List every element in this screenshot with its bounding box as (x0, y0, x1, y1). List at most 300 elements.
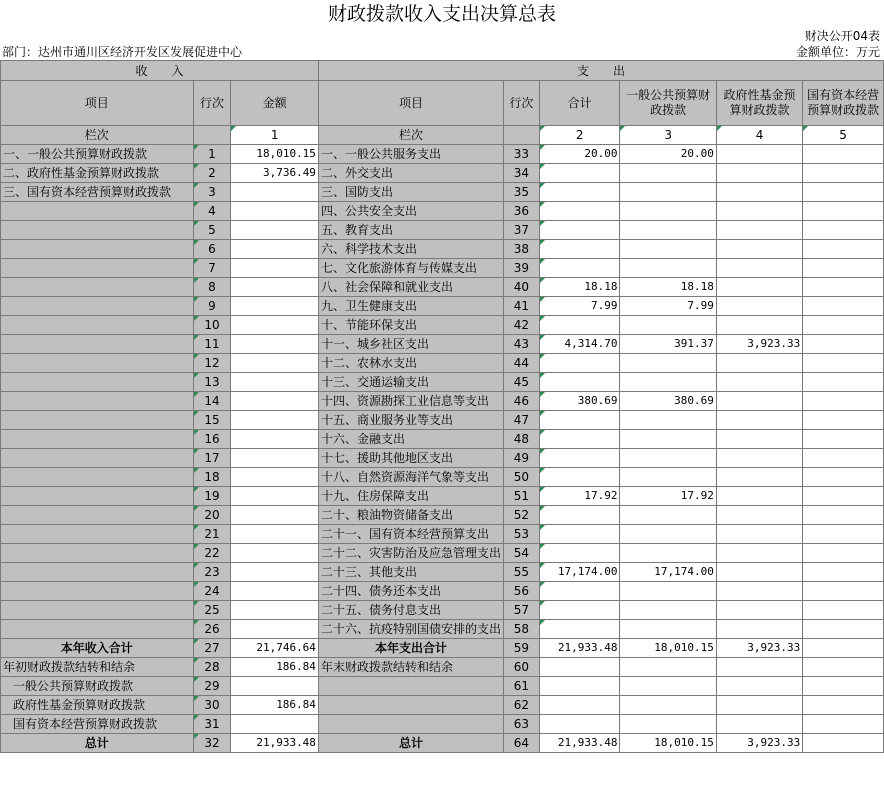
expense-gov-fund (716, 259, 802, 278)
income-item: 二、政府性基金预算财政拨款 (1, 164, 194, 183)
expense-item: 二十二、灾害防治及应急管理支出 (318, 544, 503, 563)
income-item (1, 411, 194, 430)
income-line-no: 18 (193, 468, 231, 487)
expense-gov-fund (716, 563, 802, 582)
subtotal-row (1, 639, 884, 658)
expense-general (620, 373, 716, 392)
table-row (1, 430, 884, 449)
income-line-no: 8 (193, 278, 231, 297)
unit-label: 金额单位：万元 (795, 45, 880, 59)
income-line-no: 25 (193, 601, 231, 620)
income-amount: 3,736.49 (231, 164, 319, 183)
header-general-budget: 一般公共预算财政拨款 (620, 81, 716, 126)
income-line-no: 23 (193, 563, 231, 582)
expense-gov-fund (716, 677, 802, 696)
expense-line-no: 48 (503, 430, 539, 449)
expense-line-no: 33 (503, 145, 539, 164)
income-amount (231, 601, 319, 620)
expense-item: 十八、自然资源海洋气象等支出 (318, 468, 503, 487)
expense-general (620, 259, 716, 278)
expense-general: 7.99 (620, 297, 716, 316)
header-total: 合计 (539, 81, 620, 126)
expense-general: 18.18 (620, 278, 716, 297)
income-amount (231, 582, 319, 601)
carry-row (1, 715, 884, 734)
expense-general (620, 430, 716, 449)
income-item (1, 601, 194, 620)
expense-general (620, 677, 716, 696)
income-amount (231, 392, 319, 411)
table-row (1, 202, 884, 221)
expense-gov-fund (716, 601, 802, 620)
expense-item: 总计 (318, 734, 503, 753)
expense-item: 十一、城乡社区支出 (318, 335, 503, 354)
expense-total (539, 696, 620, 715)
expense-line-no: 45 (503, 373, 539, 392)
expense-state-capital (803, 278, 884, 297)
expense-state-capital (803, 639, 884, 658)
expense-gov-fund (716, 430, 802, 449)
expense-item: 二十三、其他支出 (318, 563, 503, 582)
income-line-no: 29 (193, 677, 231, 696)
income-amount (231, 468, 319, 487)
expense-total (539, 449, 620, 468)
expense-gov-fund (716, 620, 802, 639)
expense-gov-fund (716, 183, 802, 202)
expense-state-capital (803, 468, 884, 487)
expense-line-no: 55 (503, 563, 539, 582)
expense-state-capital (803, 563, 884, 582)
income-item (1, 373, 194, 392)
expense-state-capital (803, 525, 884, 544)
column-index-3: 3 (620, 126, 716, 145)
expense-state-capital (803, 145, 884, 164)
income-item: 政府性基金预算财政拨款 (1, 696, 194, 715)
expense-line-no: 47 (503, 411, 539, 430)
table-row (1, 373, 884, 392)
expense-item: 一、一般公共服务支出 (318, 145, 503, 164)
expense-line-no: 58 (503, 620, 539, 639)
table-row (1, 468, 884, 487)
income-amount (231, 715, 319, 734)
expense-general: 380.69 (620, 392, 716, 411)
income-amount: 186.84 (231, 696, 319, 715)
expense-general (620, 620, 716, 639)
expense-item: 二十五、债务付息支出 (318, 601, 503, 620)
expense-state-capital (803, 259, 884, 278)
income-line-no: 15 (193, 411, 231, 430)
report-title: 财政拨款收入支出决算总表 (327, 3, 556, 25)
income-item (1, 392, 194, 411)
header-amount: 金额 (231, 81, 319, 126)
expense-item: 二十四、债务还本支出 (318, 582, 503, 601)
expense-gov-fund (716, 297, 802, 316)
income-line-no: 14 (193, 392, 231, 411)
table-row (1, 278, 884, 297)
income-amount (231, 278, 319, 297)
income-line-no: 26 (193, 620, 231, 639)
income-item (1, 620, 194, 639)
table-row (1, 221, 884, 240)
income-item (1, 335, 194, 354)
table-row (1, 620, 884, 639)
expense-item (318, 696, 503, 715)
expense-total (539, 430, 620, 449)
expense-item: 五、教育支出 (318, 221, 503, 240)
expense-gov-fund (716, 164, 802, 183)
expense-total: 17,174.00 (539, 563, 620, 582)
expense-item: 二十一、国有资本经营预算支出 (318, 525, 503, 544)
expense-line-no: 57 (503, 601, 539, 620)
expense-line-no: 41 (503, 297, 539, 316)
income-amount (231, 183, 319, 202)
expense-general (620, 316, 716, 335)
income-item (1, 582, 194, 601)
expense-state-capital (803, 582, 884, 601)
table-row (1, 525, 884, 544)
income-item: 本年收入合计 (1, 639, 194, 658)
expense-line-no: 36 (503, 202, 539, 221)
expense-state-capital (803, 221, 884, 240)
expense-total (539, 544, 620, 563)
expense-total: 17.92 (539, 487, 620, 506)
income-item (1, 449, 194, 468)
income-item: 三、国有资本经营预算财政拨款 (1, 183, 194, 202)
expense-state-capital (803, 183, 884, 202)
income-item (1, 430, 194, 449)
expense-state-capital (803, 715, 884, 734)
expense-state-capital (803, 202, 884, 221)
expense-gov-fund: 3,923.33 (716, 639, 802, 658)
expense-gov-fund (716, 411, 802, 430)
expense-general (620, 601, 716, 620)
income-item: 年初财政拨款结转和结余 (1, 658, 194, 677)
expense-line-no: 44 (503, 354, 539, 373)
expense-line-no: 54 (503, 544, 539, 563)
income-line-no: 17 (193, 449, 231, 468)
income-item: 一般公共预算财政拨款 (1, 677, 194, 696)
income-item (1, 468, 194, 487)
table-row (1, 582, 884, 601)
expense-total (539, 411, 620, 430)
expense-gov-fund (716, 202, 802, 221)
grand-total-row (1, 734, 884, 753)
income-item: 国有资本经营预算财政拨款 (1, 715, 194, 734)
carry-row (1, 658, 884, 677)
expense-total (539, 601, 620, 620)
income-amount (231, 316, 319, 335)
income-amount (231, 487, 319, 506)
income-amount (231, 506, 319, 525)
expense-total (539, 373, 620, 392)
income-amount (231, 411, 319, 430)
expense-line-no: 53 (503, 525, 539, 544)
expense-total (539, 506, 620, 525)
income-line-no: 6 (193, 240, 231, 259)
expense-item: 七、文化旅游体育与传媒支出 (318, 259, 503, 278)
expense-item: 十四、资源勘探工业信息等支出 (318, 392, 503, 411)
income-line-no: 20 (193, 506, 231, 525)
expense-gov-fund (716, 278, 802, 297)
income-amount (231, 430, 319, 449)
table-row (1, 544, 884, 563)
expense-item: 十六、金融支出 (318, 430, 503, 449)
expense-general: 17.92 (620, 487, 716, 506)
expense-line-no: 63 (503, 715, 539, 734)
expense-gov-fund (716, 240, 802, 259)
income-item (1, 240, 194, 259)
income-line-no: 2 (193, 164, 231, 183)
income-item (1, 221, 194, 240)
income-item (1, 506, 194, 525)
expense-line-no: 61 (503, 677, 539, 696)
expense-line-no: 49 (503, 449, 539, 468)
expense-general (620, 164, 716, 183)
header-line-no-expense: 行次 (503, 81, 539, 126)
income-item (1, 297, 194, 316)
expense-state-capital (803, 658, 884, 677)
income-item (1, 278, 194, 297)
income-line-no: 3 (193, 183, 231, 202)
expense-line-no: 51 (503, 487, 539, 506)
table-row (1, 145, 884, 164)
table-row (1, 183, 884, 202)
income-amount: 186.84 (231, 658, 319, 677)
expense-line-no: 39 (503, 259, 539, 278)
expense-item: 十、节能环保支出 (318, 316, 503, 335)
column-index-label: 栏次 (1, 126, 194, 145)
expense-line-no: 35 (503, 183, 539, 202)
income-line-no: 24 (193, 582, 231, 601)
expense-state-capital (803, 734, 884, 753)
expense-total: 18.18 (539, 278, 620, 297)
expense-state-capital (803, 696, 884, 715)
expense-general (620, 544, 716, 563)
income-line-no: 12 (193, 354, 231, 373)
expense-state-capital (803, 240, 884, 259)
expense-state-capital (803, 373, 884, 392)
expense-line-no: 43 (503, 335, 539, 354)
expense-gov-fund: 3,923.33 (716, 335, 802, 354)
column-index-4: 4 (716, 126, 802, 145)
expense-general (620, 411, 716, 430)
expense-total: 21,933.48 (539, 734, 620, 753)
expense-item (318, 715, 503, 734)
expense-general: 20.00 (620, 145, 716, 164)
expense-total: 20.00 (539, 145, 620, 164)
expense-gov-fund (716, 658, 802, 677)
expense-general (620, 183, 716, 202)
expense-total (539, 259, 620, 278)
table-row (1, 164, 884, 183)
income-line-no: 30 (193, 696, 231, 715)
income-item: 一、一般公共预算财政拨款 (1, 145, 194, 164)
expense-line-no: 40 (503, 278, 539, 297)
expense-gov-fund (716, 487, 802, 506)
table-row (1, 449, 884, 468)
table-row (1, 411, 884, 430)
department-label: 部门：达州市通川区经济开发区发展促进中心 (2, 45, 243, 59)
expense-item: 十二、农林水支出 (318, 354, 503, 373)
header-item-expense: 项目 (318, 81, 503, 126)
expense-item: 六、科学技术支出 (318, 240, 503, 259)
expense-item: 十九、住房保障支出 (318, 487, 503, 506)
expense-gov-fund (716, 715, 802, 734)
column-index-2: 2 (539, 126, 620, 145)
expense-gov-fund (716, 449, 802, 468)
table-row (1, 506, 884, 525)
income-line-no: 32 (193, 734, 231, 753)
expense-item: 三、国防支出 (318, 183, 503, 202)
expense-total (539, 240, 620, 259)
carry-row (1, 696, 884, 715)
expense-line-no: 42 (503, 316, 539, 335)
expense-line-no: 60 (503, 658, 539, 677)
income-amount (231, 449, 319, 468)
expense-total (539, 316, 620, 335)
expense-gov-fund (716, 316, 802, 335)
expense-state-capital (803, 430, 884, 449)
expense-state-capital (803, 620, 884, 639)
income-line-no: 11 (193, 335, 231, 354)
table-row (1, 354, 884, 373)
income-item (1, 202, 194, 221)
expense-item: 十五、商业服务业等支出 (318, 411, 503, 430)
expense-total (539, 164, 620, 183)
expense-gov-fund (716, 221, 802, 240)
expense-total (539, 658, 620, 677)
expense-general (620, 468, 716, 487)
income-line-no: 13 (193, 373, 231, 392)
income-item (1, 316, 194, 335)
expense-item: 八、社会保障和就业支出 (318, 278, 503, 297)
table-row (1, 487, 884, 506)
expense-total (539, 677, 620, 696)
expense-item: 十七、援助其他地区支出 (318, 449, 503, 468)
income-item (1, 259, 194, 278)
table-row (1, 240, 884, 259)
expense-state-capital (803, 316, 884, 335)
expense-gov-fund (716, 506, 802, 525)
table-row (1, 601, 884, 620)
expense-gov-fund (716, 392, 802, 411)
income-amount (231, 677, 319, 696)
expense-gov-fund (716, 582, 802, 601)
expense-line-no: 62 (503, 696, 539, 715)
expense-item: 二十六、抗疫特别国债安排的支出 (318, 620, 503, 639)
income-item: 总计 (1, 734, 194, 753)
expense-total (539, 202, 620, 221)
expense-state-capital (803, 411, 884, 430)
expense-total (539, 582, 620, 601)
expense-item: 九、卫生健康支出 (318, 297, 503, 316)
expense-item: 本年支出合计 (318, 639, 503, 658)
expense-gov-fund (716, 544, 802, 563)
income-amount (231, 620, 319, 639)
expense-general (620, 449, 716, 468)
column-index-5: 5 (803, 126, 884, 145)
header-line-no: 行次 (193, 81, 231, 126)
income-item (1, 544, 194, 563)
expense-general (620, 506, 716, 525)
expense-general (620, 202, 716, 221)
expense-total: 7.99 (539, 297, 620, 316)
expense-total (539, 468, 620, 487)
expense-general (620, 582, 716, 601)
income-item (1, 525, 194, 544)
expense-line-no: 34 (503, 164, 539, 183)
income-item (1, 487, 194, 506)
expense-general (620, 658, 716, 677)
expense-state-capital (803, 449, 884, 468)
expense-item (318, 677, 503, 696)
expense-item: 年末财政拨款结转和结余 (318, 658, 503, 677)
expense-state-capital (803, 335, 884, 354)
expense-gov-fund (716, 373, 802, 392)
expense-state-capital (803, 392, 884, 411)
income-amount (231, 544, 319, 563)
expense-line-no: 46 (503, 392, 539, 411)
income-amount: 21,933.48 (231, 734, 319, 753)
expense-gov-fund (716, 525, 802, 544)
header-state-capital: 国有资本经营预算财政拨款 (803, 81, 884, 126)
table-row (1, 392, 884, 411)
table-row (1, 335, 884, 354)
income-amount: 18,010.15 (231, 145, 319, 164)
expense-gov-fund (716, 145, 802, 164)
expense-gov-fund: 3,923.33 (716, 734, 802, 753)
expense-general (620, 354, 716, 373)
expense-section-header: 支 出 (318, 61, 883, 81)
expense-line-no: 37 (503, 221, 539, 240)
income-amount: 21,746.64 (231, 639, 319, 658)
expense-line-no: 50 (503, 468, 539, 487)
expense-state-capital (803, 354, 884, 373)
income-amount (231, 259, 319, 278)
income-line-no: 21 (193, 525, 231, 544)
income-amount (231, 221, 319, 240)
column-index-1: 1 (231, 126, 319, 145)
expense-total: 21,933.48 (539, 639, 620, 658)
carry-row (1, 677, 884, 696)
expense-general (620, 715, 716, 734)
income-amount (231, 335, 319, 354)
expense-total (539, 715, 620, 734)
header-gov-fund: 政府性基金预算财政拨款 (716, 81, 802, 126)
income-line-no: 19 (193, 487, 231, 506)
expense-gov-fund (716, 696, 802, 715)
table-row (1, 316, 884, 335)
column-index-empty-expense (503, 126, 539, 145)
column-index-label-expense: 栏次 (318, 126, 503, 145)
expense-state-capital (803, 506, 884, 525)
income-item (1, 563, 194, 582)
expense-item: 二十、粮油物资储备支出 (318, 506, 503, 525)
expense-item: 二、外交支出 (318, 164, 503, 183)
table-row (1, 297, 884, 316)
expense-line-no: 38 (503, 240, 539, 259)
expense-total (539, 221, 620, 240)
expense-state-capital (803, 677, 884, 696)
income-amount (231, 373, 319, 392)
income-line-no: 9 (193, 297, 231, 316)
expense-total (539, 620, 620, 639)
table-row (1, 259, 884, 278)
income-line-no: 22 (193, 544, 231, 563)
expense-general (620, 696, 716, 715)
income-line-no: 16 (193, 430, 231, 449)
expense-state-capital (803, 544, 884, 563)
